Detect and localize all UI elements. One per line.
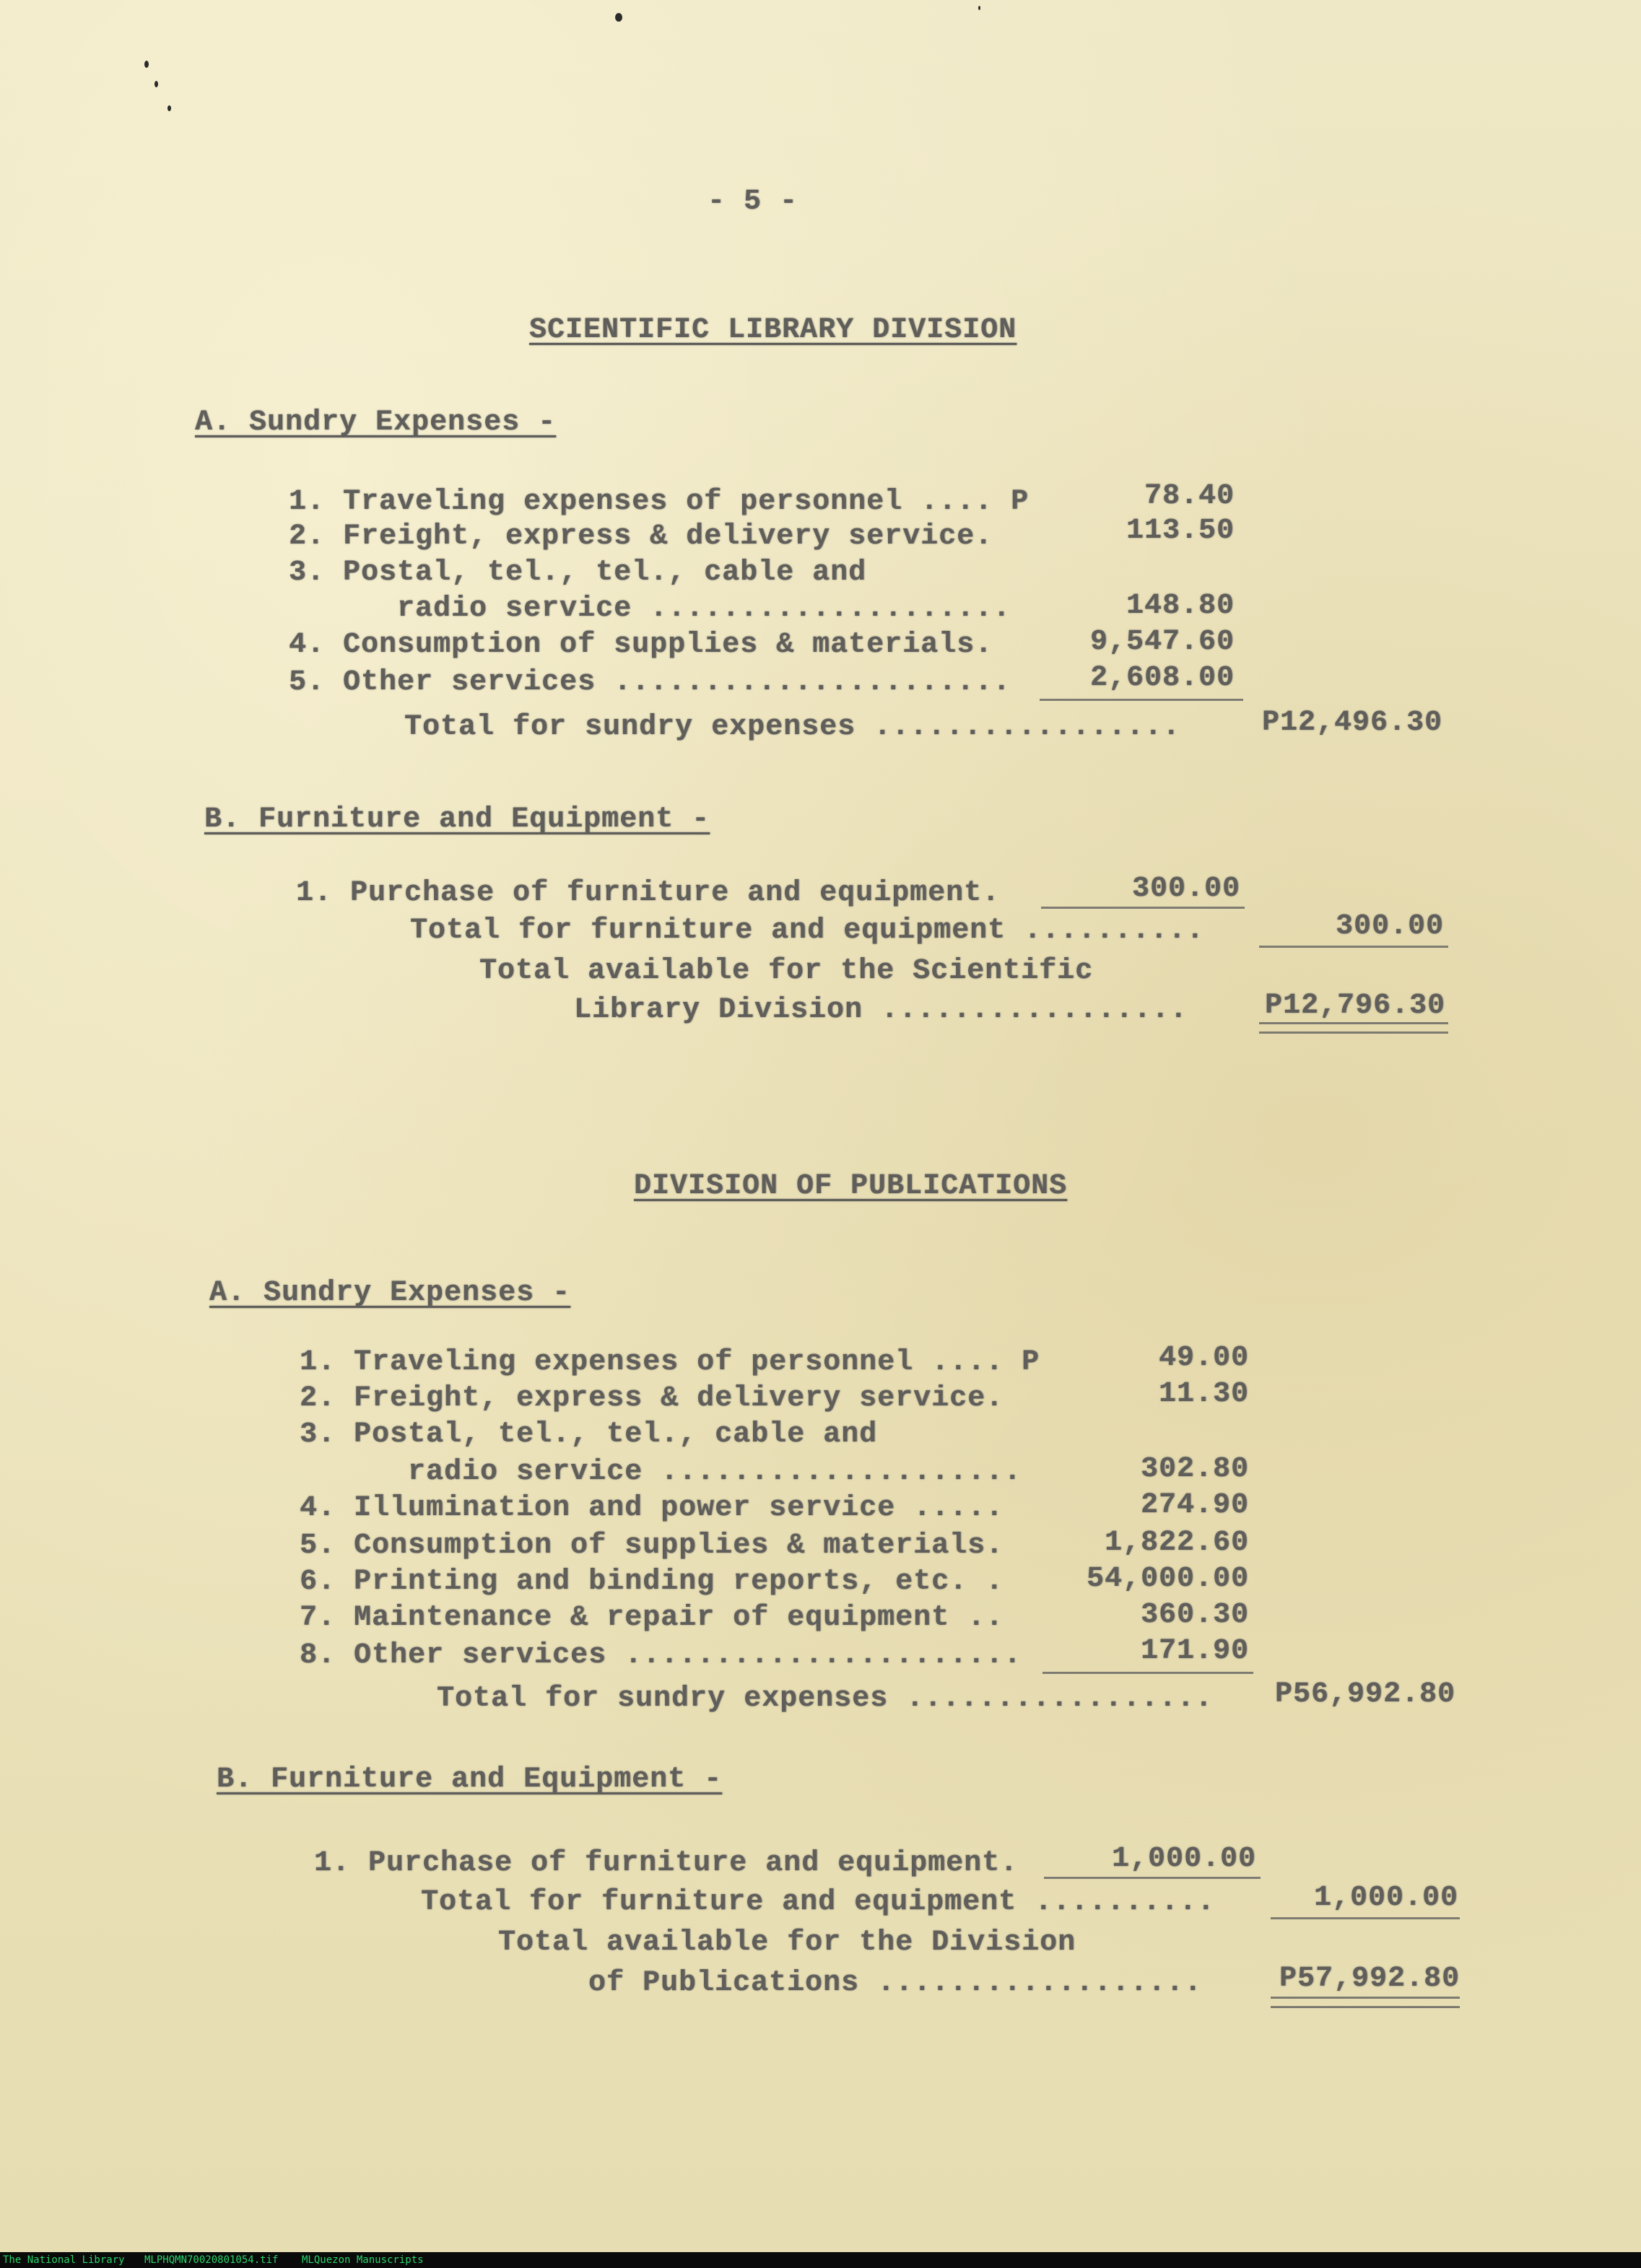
item-value: 171.90 bbox=[1140, 1635, 1249, 1667]
subtotal-rule bbox=[1271, 1917, 1460, 1919]
item-value: 9,547.60 bbox=[1089, 626, 1235, 658]
footer-filename: MLPHQMN70020801054.tif bbox=[144, 2254, 279, 2266]
available-label: Library Division ................. bbox=[574, 994, 1188, 1026]
sundry-heading: A. Sundry Expenses - bbox=[209, 1277, 571, 1309]
item-value: 78.40 bbox=[1144, 480, 1235, 513]
item-label: 5. Consumption of supplies & materials. bbox=[300, 1530, 1004, 1562]
scan-speck bbox=[978, 6, 980, 10]
item-label: 1. Purchase of furniture and equipment. bbox=[296, 877, 1001, 910]
sundry-heading: A. Sundry Expenses - bbox=[195, 406, 557, 439]
scan-speck bbox=[154, 81, 158, 87]
total-label: Total for furniture and equipment .......... bbox=[421, 1886, 1216, 1919]
item-label: 8. Other services ...................... bbox=[300, 1639, 1022, 1672]
available-label: of Publications .................. bbox=[588, 1967, 1203, 1999]
available-value: P57,992.80 bbox=[1279, 1963, 1460, 1995]
section-title: SCIENTIFIC LIBRARY DIVISION bbox=[529, 314, 1017, 346]
total-label: Total for furniture and equipment .......... bbox=[410, 915, 1205, 947]
item-label: 2. Freight, express & delivery service. bbox=[300, 1382, 1004, 1415]
total-label: Total for sundry expenses ................. bbox=[404, 711, 1181, 743]
item-value: 302.80 bbox=[1140, 1453, 1249, 1486]
item-label: 1. Traveling expenses of personnel .... P bbox=[289, 486, 1030, 518]
available-value: P12,796.30 bbox=[1264, 990, 1445, 1022]
subtotal-rule bbox=[1043, 1672, 1253, 1674]
item-label: 3. Postal, tel., tel., cable and bbox=[300, 1418, 878, 1451]
item-label: 3. Postal, tel., tel., cable and bbox=[289, 557, 867, 589]
item-value: 49.00 bbox=[1158, 1342, 1249, 1374]
item-label: 1. Traveling expenses of personnel .... P bbox=[300, 1346, 1040, 1379]
item-value: 2,608.00 bbox=[1089, 662, 1235, 694]
item-value: 300.00 bbox=[1131, 873, 1240, 905]
total-value: P56,992.80 bbox=[1274, 1678, 1455, 1711]
grand-total-rule bbox=[1271, 1997, 1460, 2008]
section-title: DIVISION OF PUBLICATIONS bbox=[634, 1170, 1068, 1203]
grand-total-rule bbox=[1259, 1022, 1448, 1034]
item-label: 4. Illumination and power service ..... bbox=[300, 1492, 1004, 1525]
subtotal-rule bbox=[1041, 907, 1245, 909]
furniture-heading: B. Furniture and Equipment - bbox=[204, 803, 710, 836]
scan-speck bbox=[615, 13, 622, 22]
item-value: 113.50 bbox=[1126, 515, 1235, 547]
item-value: 1,822.60 bbox=[1104, 1527, 1249, 1559]
item-label: 4. Consumption of supplies & materials. bbox=[289, 629, 993, 661]
available-label: Total available for the Division bbox=[498, 1927, 1076, 1959]
item-value: 360.30 bbox=[1140, 1599, 1249, 1631]
page-number: - 5 - bbox=[708, 186, 798, 218]
item-label: 7. Maintenance & repair of equipment .. bbox=[300, 1602, 1004, 1634]
item-label: 6. Printing and binding reports, etc. . bbox=[300, 1566, 1004, 1598]
scan-footer-bar bbox=[0, 2252, 1641, 2268]
total-value: P12,496.30 bbox=[1261, 707, 1442, 739]
item-value: 274.90 bbox=[1140, 1489, 1249, 1522]
item-label: 2. Freight, express & delivery service. bbox=[289, 520, 993, 553]
subtotal-rule bbox=[1259, 946, 1448, 948]
item-label: radio service .................... bbox=[289, 593, 1011, 625]
item-value: 148.80 bbox=[1126, 590, 1235, 622]
furniture-heading: B. Furniture and Equipment - bbox=[217, 1763, 723, 1796]
available-label: Total available for the Scientific bbox=[479, 955, 1094, 987]
item-label: 5. Other services ...................... bbox=[289, 666, 1011, 699]
item-label: 1. Purchase of furniture and equipment. bbox=[314, 1847, 1019, 1880]
item-value: 1,000.00 bbox=[1111, 1843, 1256, 1875]
subtotal-rule bbox=[1040, 699, 1243, 701]
scan-speck bbox=[144, 61, 149, 68]
subtotal-rule bbox=[1044, 1877, 1261, 1879]
item-value: 54,000.00 bbox=[1086, 1563, 1249, 1595]
footer-collection: MLQuezon Manuscripts bbox=[302, 2254, 424, 2266]
footer-source: The National Library bbox=[3, 2254, 125, 2266]
item-value: 11.30 bbox=[1158, 1378, 1249, 1410]
total-label: Total for sundry expenses ................. bbox=[437, 1683, 1214, 1715]
scan-speck bbox=[167, 105, 171, 111]
total-value: 1,000.00 bbox=[1313, 1882, 1458, 1914]
total-value: 300.00 bbox=[1335, 910, 1444, 943]
item-label: radio service .................... bbox=[300, 1456, 1022, 1488]
